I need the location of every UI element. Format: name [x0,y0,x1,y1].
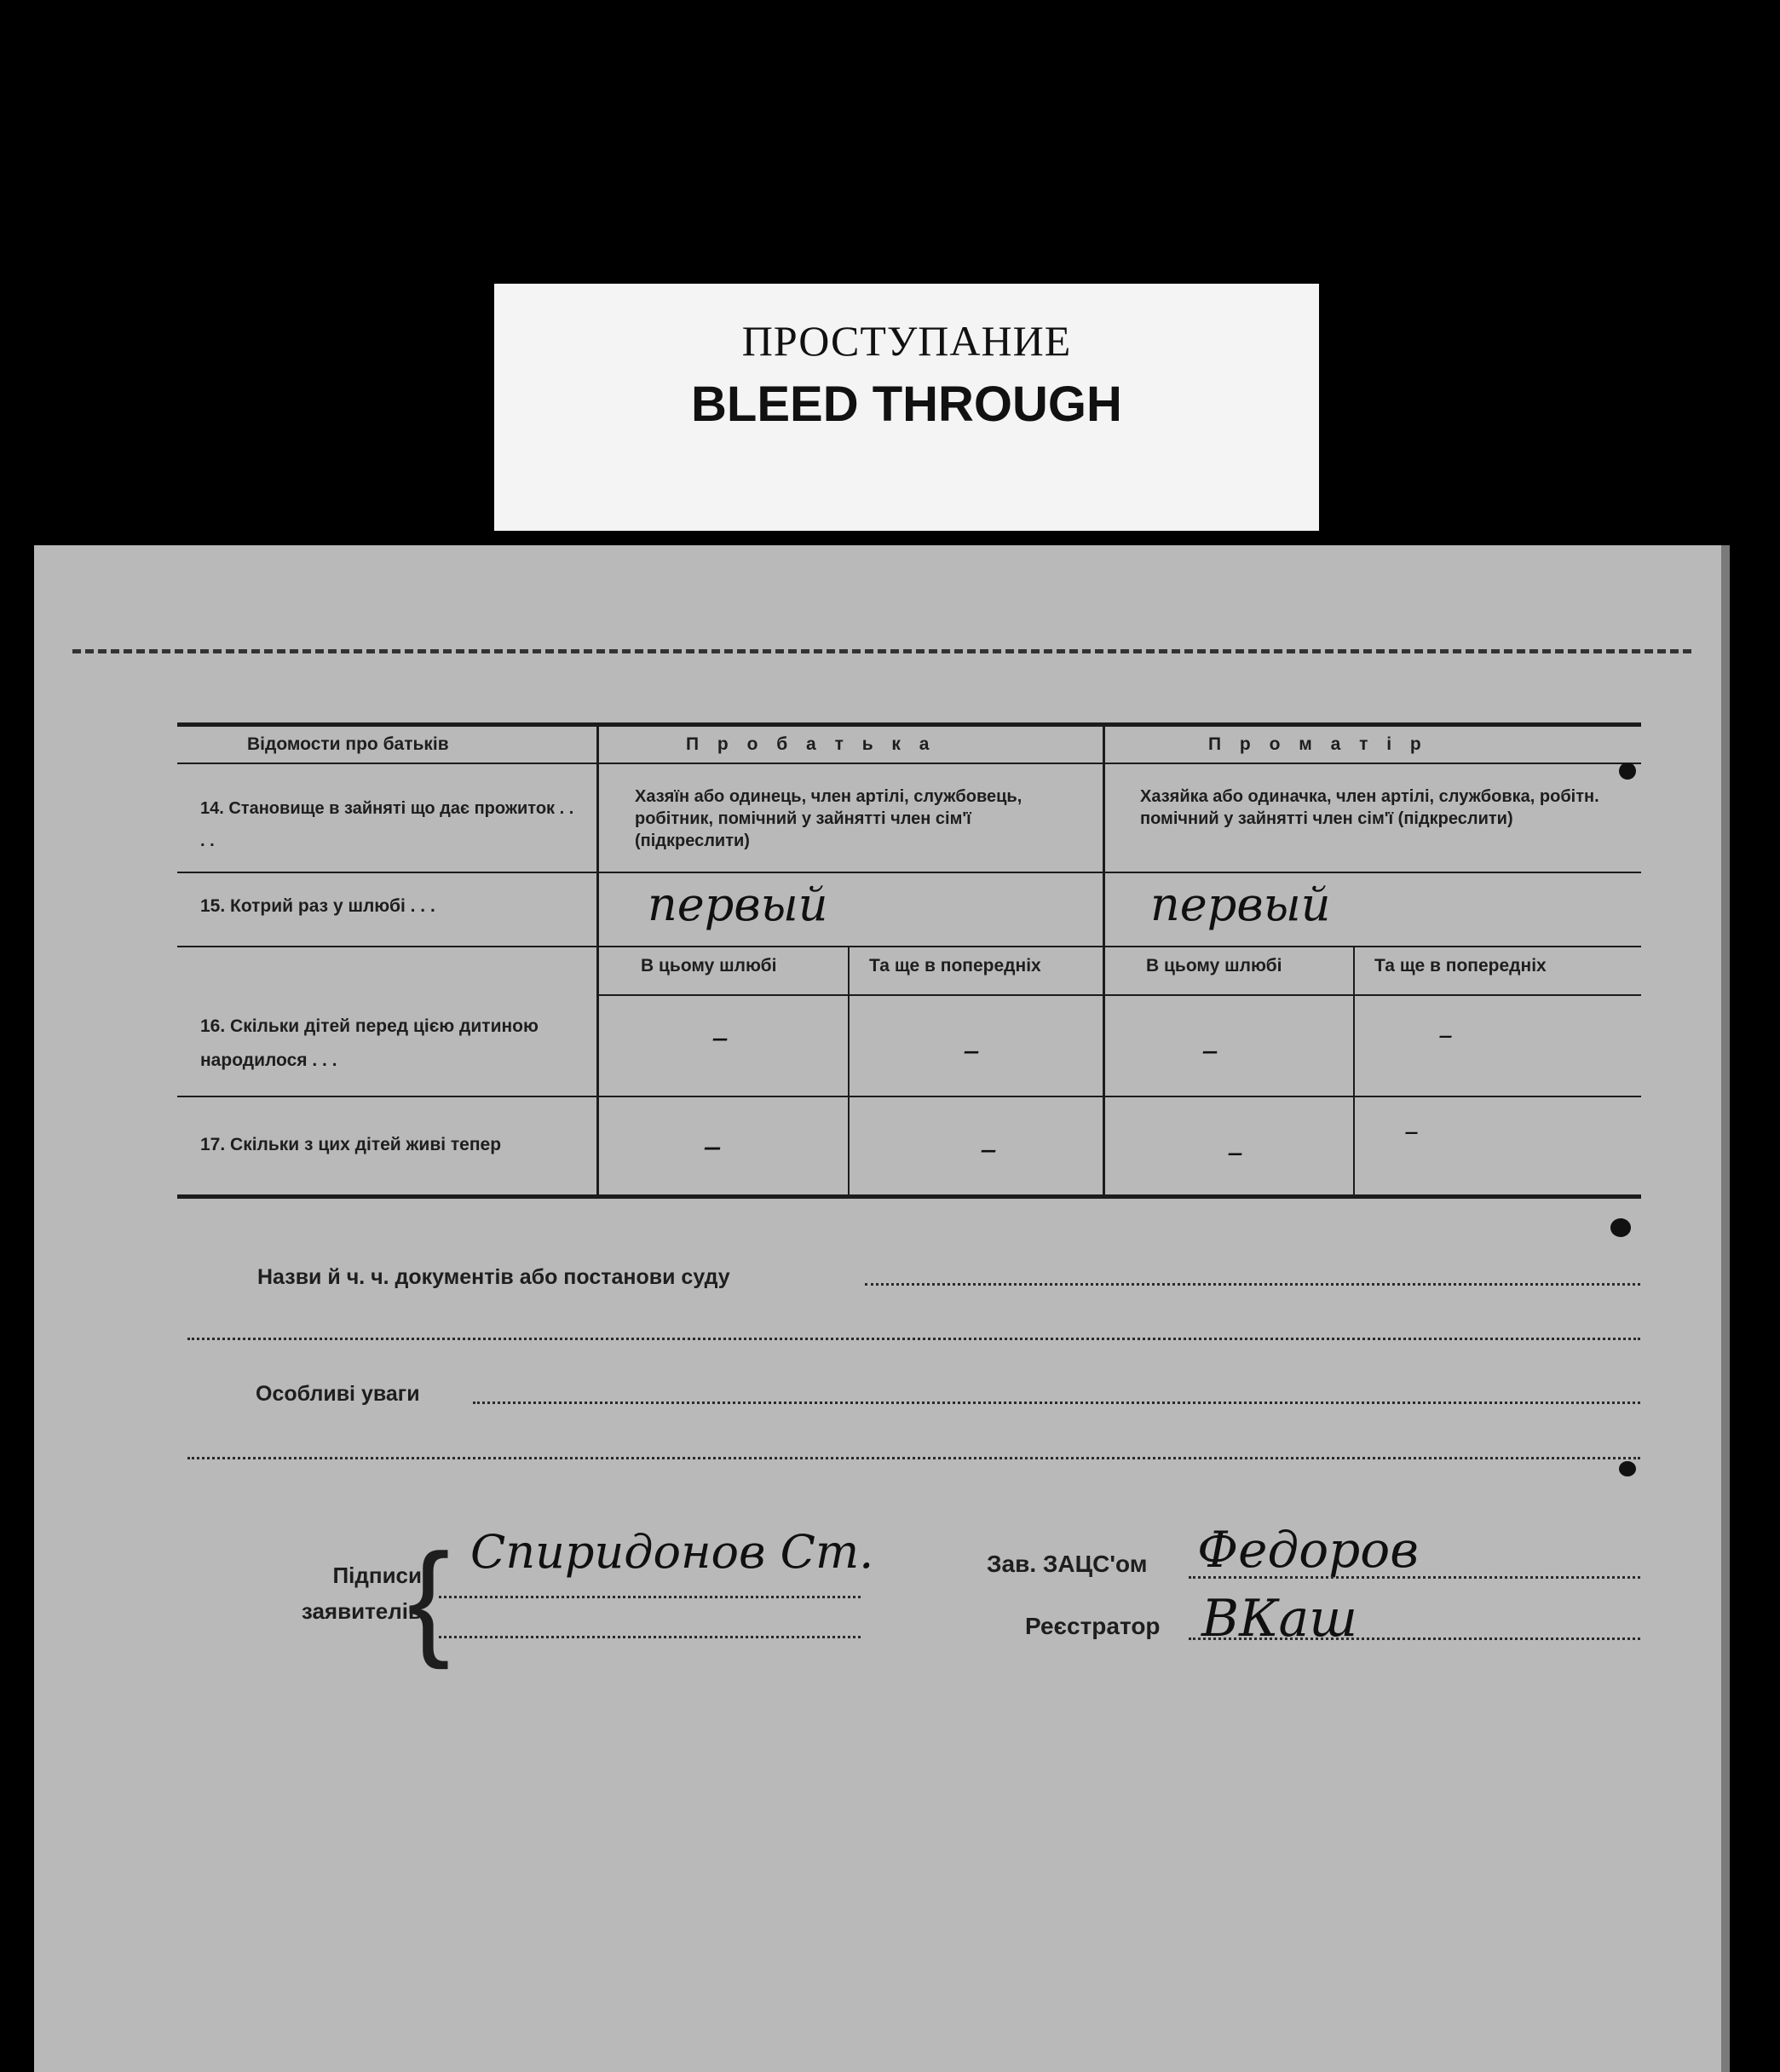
bleed-through-target-card [494,284,1319,531]
head-signature: Федоров [1197,1521,1419,1579]
row14-father-options: Хазяїн або одинець, член артілі, службовець, робітник, помічний у зайнятті член сім'ї (підкреслити) [635,787,1022,850]
row14-label: 14. Становище в зайняті що дає прожиток . . . . [200,799,574,850]
row16-father-this-value: – [711,1018,729,1057]
documents-line-1 [865,1283,1640,1286]
signatures-bracket: { [407,1527,451,1670]
head-line [1189,1576,1640,1579]
applicant-line-1 [439,1596,861,1598]
target-label-english: BLEED THROUGH [691,377,1122,432]
row17-father-previous-value: – [980,1130,997,1169]
subheader-mother-this-marriage: В цьому шлюбі [1146,956,1282,976]
subheader-mother-previous: Та ще в попередніх [1374,956,1547,976]
col-divider-info [596,724,599,1197]
row15-bottom-rule [177,946,1641,947]
row16-father-previous-value: – [963,1031,980,1070]
documents-label: Назви й ч. ч. документів або постанови суду [257,1265,730,1289]
row16-mother-previous-value: – [1438,1018,1453,1052]
row15-label: 15. Котрий раз у шлюбі . . . [200,896,435,916]
page-damage-hole [1619,763,1636,780]
head-label: Зав. ЗАЦС'ом [987,1551,1148,1577]
page-damage-hole [1610,1218,1631,1237]
col-divider-parents [1103,724,1105,1197]
registrar-line [1189,1637,1640,1640]
remarks-label: Особливі уваги [256,1382,420,1406]
documents-line-2 [187,1338,1640,1340]
remarks-line-2 [187,1457,1640,1459]
row15-mother-value: первый [1150,878,1331,931]
registrar-signature: ВКаш [1201,1589,1358,1649]
row16-label: 16. Скільки дітей перед цією дитиною народилося . . . [200,1016,539,1070]
row17-label: 17. Скільки з цих дітей живі тепер [200,1135,502,1154]
row16-bottom-rule [177,1096,1641,1097]
subheader-bottom-rule [596,994,1641,996]
col-divider-mother-sub [1353,946,1355,1197]
row15-father-value: первый [648,878,828,931]
row16-mother-this-value: – [1201,1031,1218,1070]
page-damage-hole [1619,1461,1636,1476]
row14-mother-options: Хазяйка або одиначка, член артілі, службовка, робітн. помічний у зайнятті член сім'ї (підкреслити) [1140,787,1599,828]
table-top-rule [177,722,1641,727]
row17-father-this-value: – [703,1125,722,1168]
row14-bottom-rule [177,872,1641,873]
header-parents-info: Відомости про батьків [247,734,449,754]
header-about-mother: П р о м а т і р [1208,734,1428,754]
header-about-father: П р о б а т ь к а [686,734,936,754]
col-divider-father-sub [848,946,850,1197]
target-label-russian: ПРОСТУПАНИЕ [741,317,1072,365]
subheader-father-this-marriage: В цьому шлюбі [641,956,777,976]
form-page [34,545,1721,2072]
applicant-signature: Спиридонов Ст. [470,1525,874,1579]
table-header-rule [177,763,1641,764]
row17-mother-previous-value: – [1404,1114,1419,1148]
table-bottom-rule [177,1194,1641,1199]
signatures-label: Підписи заявителів [301,1563,422,1624]
row17-mother-this-value: – [1227,1133,1243,1171]
remarks-line-1 [473,1401,1640,1404]
subheader-father-previous: Та ще в попередніх [869,956,1041,976]
applicant-line-2 [439,1636,861,1638]
registrar-label: Реєстратор [1025,1613,1161,1639]
perforation-line [72,649,1691,653]
